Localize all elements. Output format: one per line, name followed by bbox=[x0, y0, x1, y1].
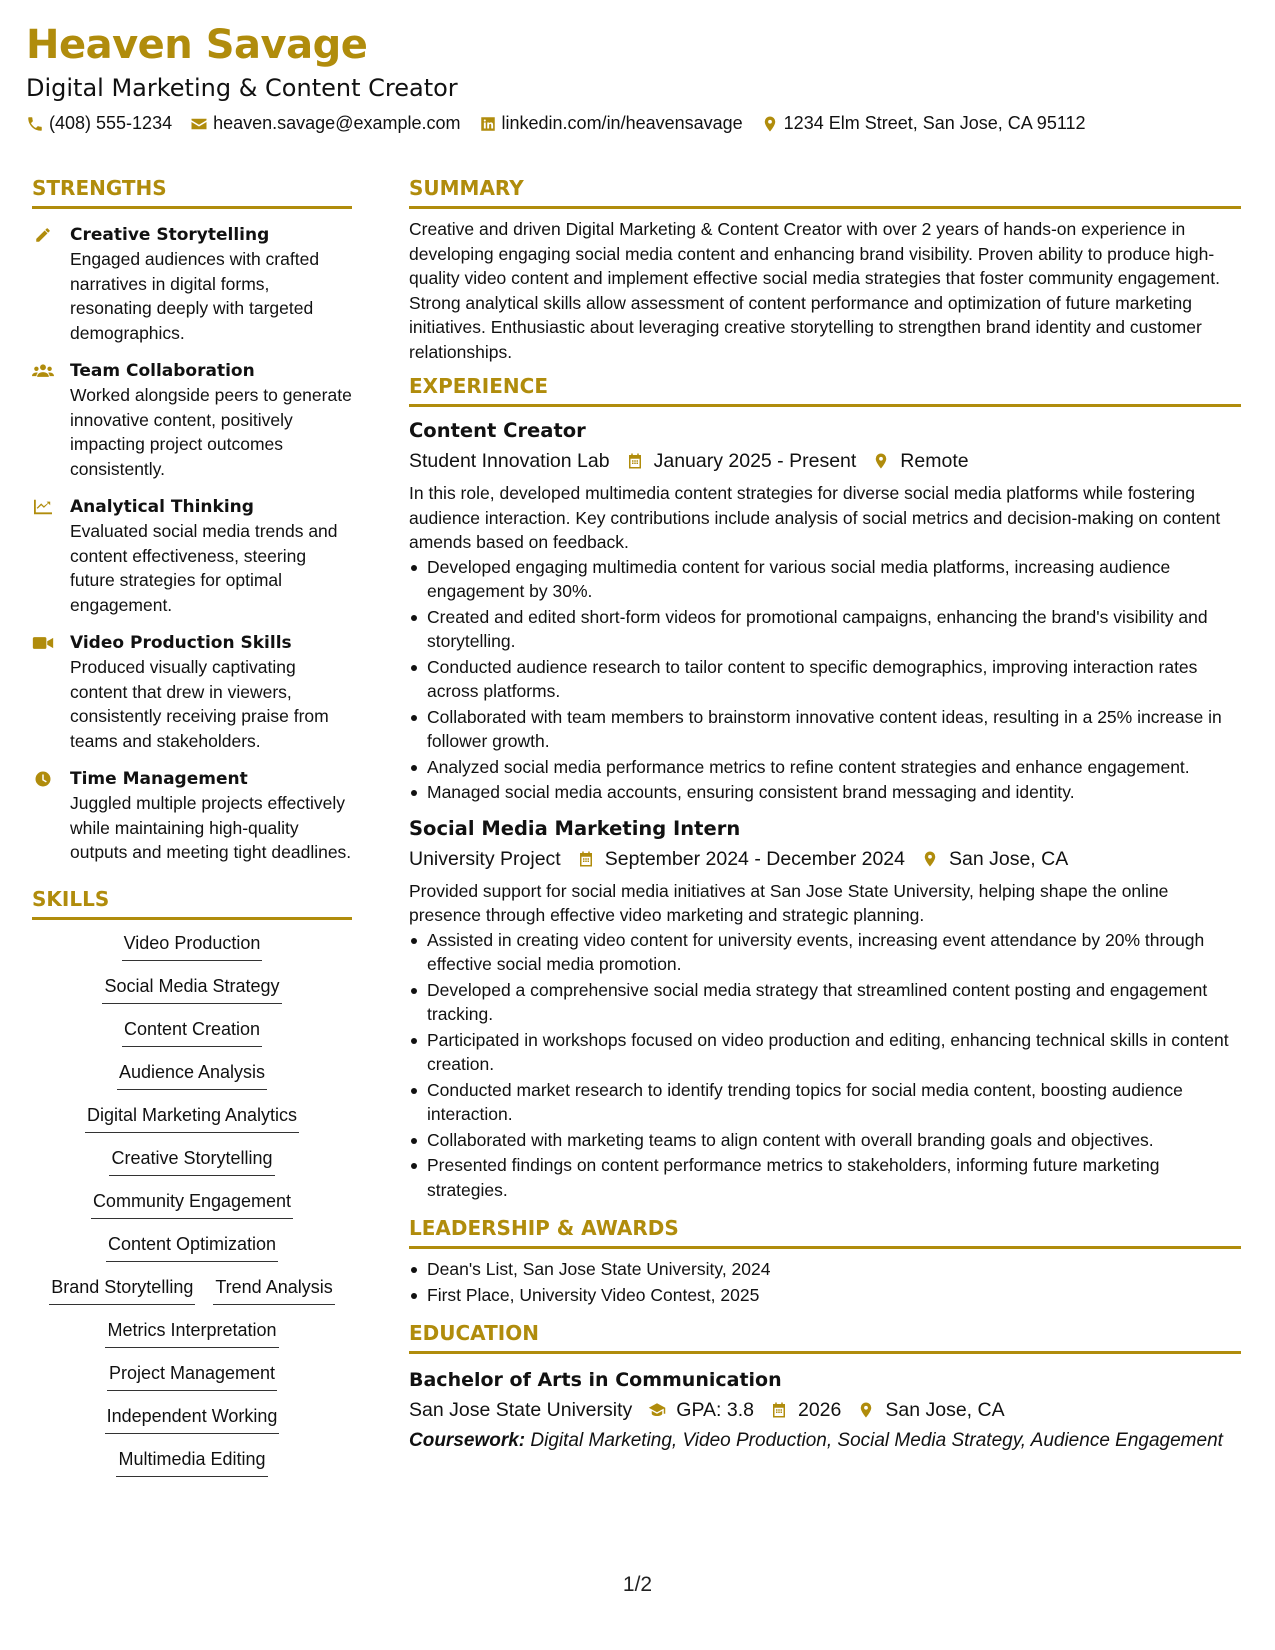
skill-tag: Multimedia Editing bbox=[116, 1446, 267, 1477]
experience-title: EXPERIENCE bbox=[409, 374, 1241, 407]
strength-title: Time Management bbox=[70, 769, 248, 789]
linkedin-icon bbox=[479, 115, 497, 133]
map-pin-icon bbox=[872, 452, 890, 470]
candidate-tagline: Digital Marketing & Content Creator bbox=[26, 74, 458, 102]
job-meta bbox=[409, 445, 1241, 477]
contact-address bbox=[761, 113, 1086, 134]
candidate-name: Heaven Savage bbox=[26, 22, 368, 68]
gpa-text: GPA: 3.8 bbox=[676, 1399, 754, 1421]
award-item: Dean's List, San Jose State University, 2024 bbox=[427, 1257, 1241, 1282]
bullet-item: Created and edited short-form videos for promotional campaigns, enhancing the brand's visibility and storytelling. bbox=[427, 605, 1241, 654]
bullet-item: Analyzed social media performance metrics to refine content strategies and enhance engagement. bbox=[427, 755, 1241, 780]
job-location: San Jose, CA bbox=[948, 847, 1069, 870]
job-bullets bbox=[409, 555, 1241, 805]
school-name: San Jose State University bbox=[409, 1399, 633, 1421]
pencil-icon bbox=[32, 226, 54, 244]
strength-item bbox=[32, 223, 352, 345]
strength-title: Team Collaboration bbox=[70, 361, 255, 381]
skill-tag: Brand Storytelling bbox=[49, 1274, 195, 1305]
job-org: Student Innovation Lab bbox=[409, 450, 610, 472]
strength-desc: Juggled multiple projects effectively while maintaining high-quality outputs and meeting tight deadlines. bbox=[70, 793, 352, 862]
coursework bbox=[409, 1428, 1241, 1453]
skill-tag: Digital Marketing Analytics bbox=[85, 1102, 299, 1133]
job-dates: September 2024 - December 2024 bbox=[604, 847, 905, 870]
bullet-item: Conducted market research to identify trending topics for social media content, boosting audience interaction. bbox=[427, 1078, 1241, 1127]
leadership-list bbox=[409, 1257, 1241, 1307]
strength-item bbox=[32, 631, 352, 753]
skills-list bbox=[32, 930, 352, 1477]
graduation-cap-icon bbox=[648, 1401, 666, 1419]
skill-tag: Video Production bbox=[122, 930, 263, 961]
degree-title: Bachelor of Arts in Communication bbox=[409, 1369, 782, 1391]
bullet-item: Presented findings on content performance metrics to stakeholders, informing future marketing strategies. bbox=[427, 1153, 1241, 1202]
skill-tag: Creative Storytelling bbox=[109, 1145, 274, 1176]
video-camera-icon bbox=[32, 634, 54, 652]
coursework-list: Digital Marketing, Video Production, Social Media Strategy, Audience Engagement bbox=[525, 1430, 1223, 1451]
envelope-icon bbox=[190, 115, 208, 133]
email-text[interactable]: heaven.savage@example.com bbox=[213, 113, 461, 133]
job-entry bbox=[409, 417, 1241, 805]
education-title: EDUCATION bbox=[409, 1321, 1241, 1354]
graduation-year: 2026 bbox=[797, 1399, 842, 1421]
summary-text: Creative and driven Digital Marketing & Content Creator with over 2 years of hands-on experience in developing engaging social media content and enhancing brand visibility. Proven ability to produce high-quality video content and implement effective social media strategies that foster community engagement. Strong analytical skills allow assessment of content performance and optimization of future marketing initiatives. Enthusiastic about leveraging creative storytelling to strengthen brand identity and customer relationships. bbox=[409, 219, 1220, 362]
map-pin-icon bbox=[921, 850, 939, 868]
strength-item bbox=[32, 495, 352, 617]
strength-title: Video Production Skills bbox=[70, 633, 292, 653]
map-pin-icon bbox=[857, 1401, 875, 1419]
job-org: University Project bbox=[409, 847, 561, 870]
award-item: First Place, University Video Contest, 2025 bbox=[427, 1283, 1241, 1308]
skill-tag: Content Creation bbox=[122, 1016, 262, 1047]
page-indicator: 1/2 bbox=[622, 1573, 653, 1596]
skill-tag: Trend Analysis bbox=[213, 1274, 334, 1305]
strength-desc: Worked alongside peers to generate innovative content, positively impacting project outcomes consistently. bbox=[70, 385, 352, 479]
job-title: Social Media Marketing Intern bbox=[409, 816, 741, 840]
job-meta bbox=[409, 843, 1241, 875]
users-icon bbox=[32, 362, 54, 380]
bullet-item: Collaborated with team members to brainstorm innovative content ideas, resulting in a 25% increase in follower growth. bbox=[427, 705, 1241, 754]
contact-phone bbox=[26, 113, 172, 134]
phone-text: (408) 555-1234 bbox=[49, 113, 173, 133]
skill-tag: Social Media Strategy bbox=[102, 973, 281, 1004]
school-location: San Jose, CA bbox=[885, 1399, 1005, 1421]
job-location: Remote bbox=[900, 450, 969, 472]
skill-tag: Project Management bbox=[107, 1360, 277, 1391]
contact-linkedin[interactable] bbox=[479, 113, 743, 134]
strength-item bbox=[32, 767, 352, 865]
contact-bar bbox=[26, 113, 1104, 134]
skill-tag: Content Optimization bbox=[106, 1231, 278, 1262]
education-meta bbox=[409, 1394, 1241, 1426]
job-description: In this role, developed multimedia content strategies for diverse social media platforms while fostering audience interaction. Key contributions include analysis of social metrics and decision-making on content amends based on feedback. bbox=[409, 483, 1221, 552]
calendar-icon bbox=[770, 1401, 788, 1419]
bullet-item: Managed social media accounts, ensuring consistent brand messaging and identity. bbox=[427, 780, 1241, 805]
strength-title: Analytical Thinking bbox=[70, 497, 254, 517]
strength-desc: Engaged audiences with crafted narratives in digital forms, resonating deeply with targeted demographics. bbox=[70, 249, 320, 343]
bullet-item: Developed engaging multimedia content for various social media platforms, increasing audience engagement by 30%. bbox=[427, 555, 1241, 604]
address-text: 1234 Elm Street, San Jose, CA 95112 bbox=[783, 113, 1086, 133]
coursework-label: Coursework: bbox=[409, 1430, 526, 1451]
skill-tag: Metrics Interpretation bbox=[105, 1317, 278, 1348]
clock-icon bbox=[32, 770, 54, 788]
right-column bbox=[409, 176, 1241, 1453]
bullet-item: Collaborated with marketing teams to align content with overall branding goals and objectives. bbox=[427, 1128, 1241, 1153]
linkedin-text[interactable]: linkedin.com/in/heavensavage bbox=[501, 113, 743, 133]
phone-icon bbox=[26, 115, 44, 133]
leadership-title: LEADERSHIP & AWARDS bbox=[409, 1216, 1241, 1249]
bullet-item: Participated in workshops focused on video production and editing, enhancing technical skills in content creation. bbox=[427, 1028, 1241, 1077]
chart-line-icon bbox=[32, 498, 54, 516]
job-bullets bbox=[409, 928, 1241, 1203]
job-dates: January 2025 - Present bbox=[653, 450, 857, 472]
calendar-icon bbox=[577, 850, 595, 868]
map-pin-icon bbox=[761, 115, 779, 133]
strength-title: Creative Storytelling bbox=[70, 225, 270, 245]
skill-tag: Community Engagement bbox=[91, 1188, 293, 1219]
skill-tag: Audience Analysis bbox=[117, 1059, 267, 1090]
contact-email[interactable] bbox=[190, 113, 460, 134]
job-entry bbox=[409, 815, 1241, 1203]
summary-title: SUMMARY bbox=[409, 176, 1241, 209]
bullet-item: Developed a comprehensive social media strategy that streamlined content posting and engagement tracking. bbox=[427, 978, 1241, 1027]
strength-item bbox=[32, 359, 352, 481]
bullet-item: Assisted in creating video content for university events, increasing event attendance by 20% through effective social media promotion. bbox=[427, 928, 1241, 977]
bullet-item: Conducted audience research to tailor content to specific demographics, improving interaction rates across platforms. bbox=[427, 655, 1241, 704]
job-description: Provided support for social media initiatives at San Jose State University, helping shape the online presence through effective video marketing and strategic planning. bbox=[409, 880, 1169, 925]
strength-desc: Evaluated social media trends and content effectiveness, steering future strategies for optimal engagement. bbox=[70, 521, 338, 615]
skill-tag: Independent Working bbox=[105, 1403, 280, 1434]
strengths-title: STRENGTHS bbox=[32, 176, 352, 209]
calendar-icon bbox=[626, 452, 644, 470]
strength-desc: Produced visually captivating content that drew in viewers, consistently receiving praise from teams and stakeholders. bbox=[70, 657, 329, 751]
job-title: Content Creator bbox=[409, 419, 586, 442]
skills-title: SKILLS bbox=[32, 887, 352, 920]
left-column bbox=[32, 176, 352, 1489]
